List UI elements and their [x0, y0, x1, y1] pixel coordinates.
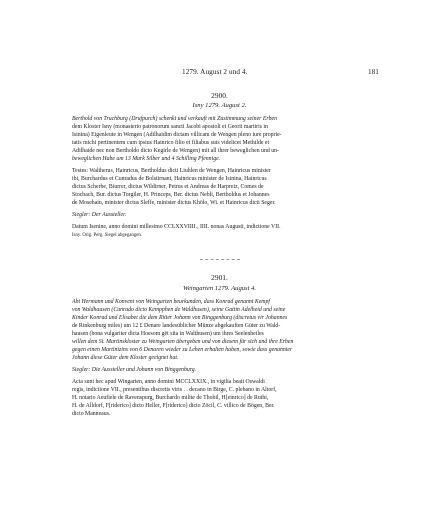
date-line: Datum Isenine, anno domini millesimo CCLXXVIIII., IIII. nonas Augusti, indictione VII. [72, 224, 281, 230]
witness-line: de Mosehain, minister dictus Sleffe, minister dictus Khölo, Wi. et Hainricus dicti Seger. [72, 200, 276, 206]
place-date: Isny 1279. August 2. [192, 102, 247, 109]
summary-line: willen dem St. Martinskloster zu Weingarten übergeben und von diesem für sich und ihre Erben [72, 339, 294, 345]
witness-line: Testes: Waltherus, Hainricus, Bertholdus dicti Liuhlen de Wengen, Hainricus minister [72, 168, 271, 174]
summary-line: Berthold von Truchburg (Drufpurch) schenkt und verkauft mit Zustimmung seiner Erben [72, 116, 278, 122]
summary-line: hausen (bona vulgariter dicta Hoesom gēt sita in Walthusen) um ihres Seelenheiles [72, 331, 264, 337]
document-number: 2900. [211, 91, 228, 100]
summary-line: Abt Hermann und Konvent von Weingarten beurkunden, dass Konrad genannt Kempf [72, 299, 270, 305]
act-line: regis, indictione VII., presentibus discretis viris . . decano in Birge, C. plebano in Altorf, [72, 387, 277, 393]
summary-line: tatis michi pertinentem cum ipsius Hainrico filio et filiabus suis videlicet Methilde et [72, 140, 270, 146]
summary-line: Kinder Konrad und Elisabet die dem Ritter Johann von Binggenburg (discretus vir Johannes [72, 315, 288, 321]
summary-line: beweglichen Habe um 13 Mark Silber und 4 Schilling Pfennige. [72, 156, 221, 162]
witness-line: dictus Scherbe, Biurrer, dictus Wildirner, Petrus et Andreas de Harpreiz, Comes de [72, 184, 264, 190]
summary-line: Isinina) Eigenleute in Wengen (Adilhaidim dictam villicam de Wengen pleno iure proprie- [72, 132, 282, 138]
seal-line: Siegler: Der Aussteller. [72, 212, 127, 218]
summary-line: de Rinkenburg miles) um 12 £ Denare landesüblicher Münze abgekauften Güter zu Wald- [72, 323, 281, 329]
witness-line: ibi, Burchardus et Cunradus de Bolstirnant, Hainricus minister de Isinina, Hainricus [72, 176, 267, 182]
act-line: H. de Alldorf, F[riderico] dicto Heller, F[riderico] dicto Zöcil, C. villico de Bögen, Ber. [72, 403, 275, 409]
summary-line: Johann diese Güter dem Kloster geeignet hat. [72, 355, 179, 361]
summary-line: dem Kloster Isny (monasterio patronorum sancti Jacobi apostoli et Georii martiris in [72, 124, 268, 130]
summary-line: Adilhaide nec non Bertholdo dicto Kegirle de Wengen) mit all ihrer beweglichen und un- [72, 148, 279, 154]
page-number: 181 [368, 68, 379, 76]
act-line: Acta sunt hec apud Wingarten, anno domini MCCLXXIX., in vigilia beati Oswaldi [72, 379, 265, 385]
source-line: Isny. Orig. Perg. Siegel abgegangen. [72, 233, 142, 238]
summary-line: von Waldhausen (Cunrado dicto Kempphen de Waldhusen), seine Gattin Adelheid und seine [72, 307, 286, 313]
witness-line: Stocbach, Bur. dictus Torgiler, H. Princeps, Ber. dictus Nebli, Bertholdus et Johannes [72, 192, 270, 198]
running-head: 1279. August 2 und 4. [182, 68, 248, 76]
document-number: 2901. [211, 273, 228, 282]
summary-line: gegen einen Martinizins von 6 Denaren wieder zu Lehen erhalten haben, sowie dass genannter [72, 347, 293, 353]
place-date: Weingarten 1279. August 4. [182, 285, 257, 292]
section-divider [200, 259, 240, 260]
act-line: dicto Manneaus. [72, 411, 111, 417]
seal-line: Siegler: Die Aussteller und Johann von Binggenburg. [72, 367, 197, 373]
act-line: H. notario Aeufiele de Ravenspurg, Burchardo milite de Thobil, H[einrico] de Ruthi, [72, 395, 269, 401]
